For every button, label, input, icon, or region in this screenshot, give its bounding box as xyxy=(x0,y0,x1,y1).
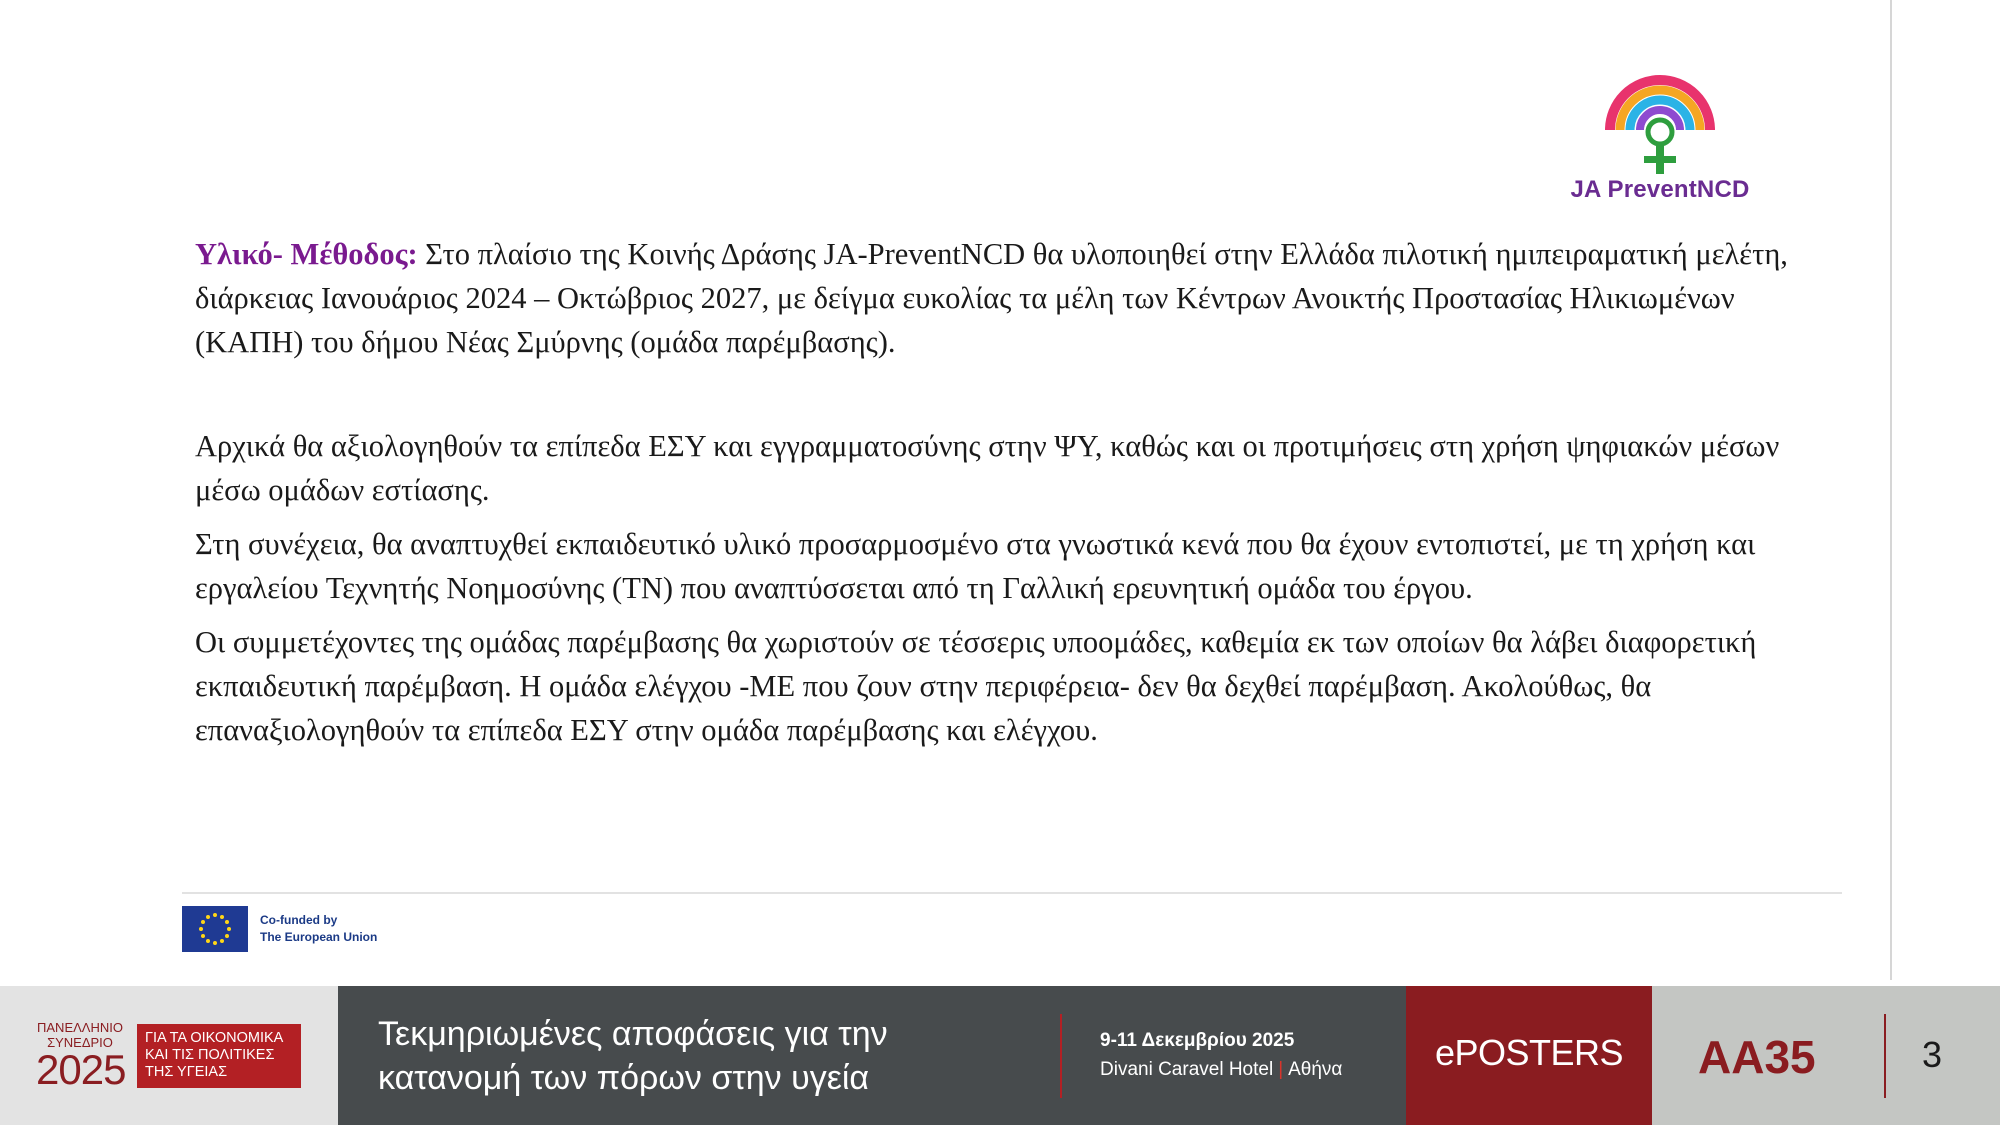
footer-title-section xyxy=(338,986,1406,1125)
conference-date: 9-11 Δεκεμβρίου 2025 xyxy=(1100,1030,1295,1051)
poster-code: AA35 xyxy=(1698,1031,1816,1083)
content-divider xyxy=(182,892,1842,894)
eu-line-1: Co-funded by xyxy=(260,913,338,927)
venue-name: Divani Caravel Hotel xyxy=(1100,1059,1274,1080)
conference-venue xyxy=(1100,1059,1342,1081)
methods-heading: Υλικό- Μέθοδος: xyxy=(195,237,418,271)
ja-preventncd-logo xyxy=(1540,68,1780,218)
paragraph-2: Αρχικά θα αξιολογηθούν τα επίπεδα ΕΣΥ και εγγραμματοσύνης στην ΨΥ, καθώς και οι προτιμήσεις στη χρήση ψηφιακών μέσων μέσω ομάδων εστίασης. xyxy=(195,429,1780,507)
venue-city: Αθήνα xyxy=(1288,1059,1343,1080)
logo-text: JA PreventNCD xyxy=(1570,176,1750,203)
paragraph-4: Οι συμμετέχοντες της ομάδας παρέμβασης θα χωριστούν σε τέσσερις υποομάδες, καθεμία εκ των οποίων θα λάβει διαφορετική εκπαιδευτική παρέμβαση. Η ομάδα ελέγχου -ΜΕ που ζουν στην περιφέρεια- δεν θα δεχθεί παρέμβαση. Ακολούθως, θα επαναξιολογηθούν τα επίπεδα ΕΣΥ στην ομάδα παρέμβασης και ελέγχου. xyxy=(195,625,1757,747)
venue-separator: | xyxy=(1278,1059,1284,1080)
slide-edge-divider xyxy=(1890,0,1892,980)
paragraph-methods xyxy=(195,232,1835,364)
footer-bar xyxy=(0,986,2000,1125)
page-number: 3 xyxy=(1922,1034,1943,1075)
eu-cofunded-text xyxy=(260,912,400,946)
conference-logo xyxy=(0,986,338,1125)
poster-id-section xyxy=(1652,986,2000,1125)
main-text xyxy=(195,232,1835,762)
eu-flag-icon xyxy=(182,906,248,952)
eposters-section xyxy=(1406,986,1652,1125)
conference-small-title: ΠΑΝΕΛΛΗΝΙΟ ΣΥΝΕΔΡΙΟ xyxy=(37,1020,123,1050)
paragraph-1-text: Στο πλαίσιο της Κοινής Δράσης JA-PreventNCD θα υλοποιηθεί στην Ελλάδα πιλοτική ημιπειραματική μελέτη, διάρκειας Ιανουάριος 2024 – Οκτώβριος 2027, με δείγμα ευκολίας τα μέλη των Κέντρων Ανοικτής Προστασίας Ηλικιωμένων (ΚΑΠΗ) του δήμου Νέας Σμύρνης (ομάδα παρέμβασης). xyxy=(195,237,1788,359)
poster-id-divider xyxy=(1884,1014,1886,1098)
conference-theme: Τεκμηριωμένες αποφάσεις για την κατανομή των πόρων στην υγεία xyxy=(378,1015,888,1097)
conference-year: 2025 xyxy=(36,1046,126,1093)
paragraph-3: Στη συνέχεια, θα αναπτυχθεί εκπαιδευτικό υλικό προσαρμοσμένο στα γνωστικά κενά που θα έχουν εντοπιστεί, με τη χρήση και εργαλείου Τεχνητής Νοημοσύνης (ΤΝ) που αναπτύσσεται από τη Γαλλική ερευνητική ομάδα του έργου. xyxy=(195,527,1756,605)
eu-line-2: The European Union xyxy=(260,930,378,944)
rainbow-figure-icon xyxy=(1598,72,1722,176)
footer-divider xyxy=(1060,1014,1062,1098)
conference-subtitle-box: ΓΙΑ ΤΑ ΟΙΚΟΝΟΜΙΚΑ ΚΑΙ ΤΙΣ ΠΟΛΙΤΙΚΕΣ ΤΗΣ ΥΓΕΙΑΣ xyxy=(137,1024,301,1088)
eposters-label: ePOSTERS xyxy=(1434,1032,1624,1073)
